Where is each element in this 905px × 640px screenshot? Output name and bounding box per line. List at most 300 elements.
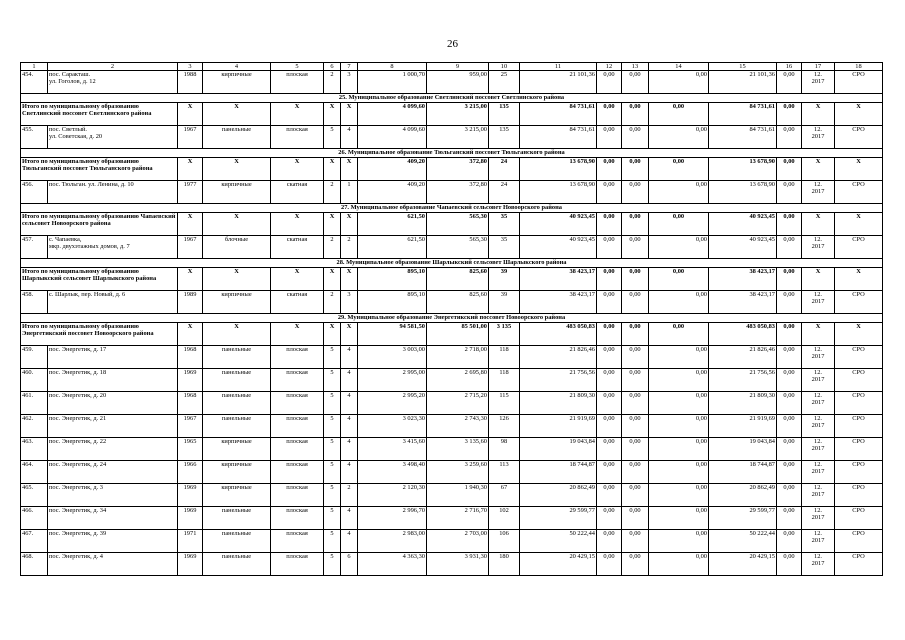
table-cell: 5: [324, 369, 341, 392]
table-cell: 2 743,30: [427, 415, 489, 438]
table-cell: 1967: [178, 126, 203, 149]
table-cell: 12. 2017: [802, 181, 835, 204]
table-cell: 2 718,00: [427, 346, 489, 369]
table-cell: 20 429,15: [709, 553, 777, 576]
table-cell: X: [271, 103, 324, 126]
table-cell: 3 023,30: [358, 415, 427, 438]
table-cell: X: [835, 268, 883, 291]
address-cell: пос. Энергетик, д. 20: [48, 392, 178, 415]
table-cell: 0,00: [622, 507, 649, 530]
table-cell: 0,00: [777, 323, 802, 346]
table-cell: 0,00: [597, 461, 622, 484]
table-cell: 4 363,30: [358, 553, 427, 576]
table-cell: 39: [489, 291, 520, 314]
table-cell: 12. 2017: [802, 530, 835, 553]
address-cell: пос. Энергетик, д. 34: [48, 507, 178, 530]
table-cell: 118: [489, 369, 520, 392]
table-cell: 459.: [21, 346, 48, 369]
column-number-cell: 10: [489, 63, 520, 71]
table-cell: 13 678,90: [520, 181, 597, 204]
table-cell: 13 678,90: [709, 158, 777, 181]
table-cell: 12. 2017: [802, 438, 835, 461]
table-cell: 3: [341, 71, 358, 94]
table-cell: 1967: [178, 415, 203, 438]
table-cell: 0,00: [649, 126, 709, 149]
section-header-row: [21, 204, 883, 213]
table-cell: 1967: [178, 236, 203, 259]
table-cell: 0,00: [622, 530, 649, 553]
table-cell: плоская: [271, 126, 324, 149]
address-cell: пос. Энергетик, д. 21: [48, 415, 178, 438]
table-cell: X: [271, 158, 324, 181]
table-cell: 3 135,60: [427, 438, 489, 461]
table-cell: 12. 2017: [802, 236, 835, 259]
table-cell: 0,00: [777, 236, 802, 259]
table-cell: 456.: [21, 181, 48, 204]
table-cell: 21 756,56: [520, 369, 597, 392]
table-cell: 20 862,49: [709, 484, 777, 507]
table-cell: 0,00: [649, 158, 709, 181]
table-cell: 1965: [178, 438, 203, 461]
address-cell: пос. Энергетик, д. 24: [48, 461, 178, 484]
subtotal-row: [21, 323, 883, 346]
table-cell: 2 996,70: [358, 507, 427, 530]
table-cell: 0,00: [777, 507, 802, 530]
table-cell: 13 678,90: [709, 181, 777, 204]
section-header-row: [21, 314, 883, 323]
table-cell: 0,00: [622, 236, 649, 259]
table-cell: 40 923,45: [520, 213, 597, 236]
table-cell: панельные: [203, 553, 271, 576]
table-cell: 0,00: [597, 158, 622, 181]
section-header-row: [21, 149, 883, 158]
table-cell: 0,00: [777, 461, 802, 484]
address-cell: пос. Энергетик, д. 22: [48, 438, 178, 461]
table-cell: 0,00: [622, 158, 649, 181]
table-cell: 2: [324, 291, 341, 314]
column-number-cell: 1: [21, 63, 48, 71]
table-cell: 5: [324, 346, 341, 369]
table-cell: X: [203, 103, 271, 126]
table-cell: X: [341, 268, 358, 291]
table-cell: СРО: [835, 553, 883, 576]
section-title: 27. Муниципальное образование Чапаевский сельсовет Новоорского района: [21, 204, 883, 213]
table-cell: плоская: [271, 392, 324, 415]
table-cell: 0,00: [597, 484, 622, 507]
table-cell: 20 862,49: [520, 484, 597, 507]
table-cell: 5: [324, 507, 341, 530]
table-cell: 462.: [21, 415, 48, 438]
table-cell: 372,80: [427, 181, 489, 204]
table-cell: 21 919,69: [520, 415, 597, 438]
address-cell: пос. Энергетик, д. 18: [48, 369, 178, 392]
table-cell: 0,00: [597, 415, 622, 438]
table-cell: плоская: [271, 507, 324, 530]
table-cell: 40 923,45: [520, 236, 597, 259]
table-cell: 0,00: [649, 346, 709, 369]
table-cell: 1 940,30: [427, 484, 489, 507]
table-cell: 483 050,83: [520, 323, 597, 346]
table-cell: 0,00: [622, 369, 649, 392]
table-cell: кирпичные: [203, 461, 271, 484]
table-cell: 0,00: [649, 530, 709, 553]
table-cell: 12. 2017: [802, 291, 835, 314]
table-cell: плоская: [271, 461, 324, 484]
table-cell: 12. 2017: [802, 484, 835, 507]
table-cell: 0,00: [649, 415, 709, 438]
table-cell: 1966: [178, 461, 203, 484]
table-cell: 0,00: [649, 268, 709, 291]
table-row: [21, 392, 883, 415]
table-cell: 180: [489, 553, 520, 576]
table-cell: панельные: [203, 346, 271, 369]
table-cell: 12. 2017: [802, 126, 835, 149]
table-cell: 67: [489, 484, 520, 507]
table-cell: 21 809,30: [520, 392, 597, 415]
table-cell: 135: [489, 103, 520, 126]
table-cell: 457.: [21, 236, 48, 259]
table-cell: X: [178, 213, 203, 236]
table-cell: 98: [489, 438, 520, 461]
table-row: [21, 461, 883, 484]
table-cell: 409,20: [358, 158, 427, 181]
table-cell: плоская: [271, 71, 324, 94]
table-cell: 5: [324, 530, 341, 553]
table-cell: 1969: [178, 369, 203, 392]
table-cell: 3 259,60: [427, 461, 489, 484]
table-cell: 4: [341, 415, 358, 438]
column-number-cell: 13: [622, 63, 649, 71]
table-cell: 20 429,15: [520, 553, 597, 576]
table-cell: 21 101,36: [709, 71, 777, 94]
table-cell: 38 423,17: [520, 291, 597, 314]
column-number-cell: 18: [835, 63, 883, 71]
table-cell: 621,50: [358, 236, 427, 259]
subtotal-row: [21, 103, 883, 126]
address-cell: с. Шарлык, пер. Новый, д. 6: [48, 291, 178, 314]
table-cell: 4: [341, 461, 358, 484]
table-cell: блочные: [203, 236, 271, 259]
table-cell: 409,20: [358, 181, 427, 204]
table-cell: 3 215,00: [427, 126, 489, 149]
table-cell: 0,00: [622, 268, 649, 291]
table-cell: 38 423,17: [520, 268, 597, 291]
table-cell: 0,00: [777, 369, 802, 392]
table-cell: 0,00: [622, 71, 649, 94]
table-cell: 0,00: [622, 461, 649, 484]
table-cell: X: [324, 158, 341, 181]
section-title: 26. Муниципальное образование Тюльганский поссовет Тюльганского района: [21, 149, 883, 158]
table-cell: 2: [341, 484, 358, 507]
table-cell: 458.: [21, 291, 48, 314]
table-cell: 4 099,60: [358, 103, 427, 126]
table-cell: 40 923,45: [709, 236, 777, 259]
table-cell: 3 003,00: [358, 346, 427, 369]
table-cell: 1: [341, 181, 358, 204]
column-number-cell: 3: [178, 63, 203, 71]
table-cell: 465.: [21, 484, 48, 507]
table-cell: X: [835, 158, 883, 181]
table-cell: 895,10: [358, 291, 427, 314]
table-cell: 40 923,45: [709, 213, 777, 236]
column-number-cell: 7: [341, 63, 358, 71]
table-cell: X: [324, 268, 341, 291]
table-cell: 825,60: [427, 291, 489, 314]
table-cell: 18 744,87: [520, 461, 597, 484]
column-number-cell: 6: [324, 63, 341, 71]
table-cell: СРО: [835, 71, 883, 94]
page-number: 26: [447, 38, 458, 50]
table-cell: кирпичные: [203, 71, 271, 94]
table-cell: 85 501,00: [427, 323, 489, 346]
housing-register-table: [20, 62, 883, 576]
table-cell: X: [324, 323, 341, 346]
table-cell: 1969: [178, 553, 203, 576]
address-cell: пос. Светлый. ул. Советская, д. 20: [48, 126, 178, 149]
table-cell: 5: [324, 553, 341, 576]
table-cell: 12. 2017: [802, 461, 835, 484]
section-title: 29. Муниципальное образование Энергетикский поссовет Новоорского района: [21, 314, 883, 323]
table-cell: 0,00: [597, 181, 622, 204]
table-cell: 2: [324, 71, 341, 94]
table-cell: 4: [341, 126, 358, 149]
table-cell: 825,60: [427, 268, 489, 291]
address-cell: пос. Саракташ. ул. Гоголов, д. 12: [48, 71, 178, 94]
table-cell: 3: [341, 291, 358, 314]
table-cell: 4: [341, 346, 358, 369]
table-cell: 455.: [21, 126, 48, 149]
table-cell: 0,00: [649, 507, 709, 530]
table-cell: 24: [489, 181, 520, 204]
table-row: [21, 369, 883, 392]
table-cell: 0,00: [777, 346, 802, 369]
table-cell: 84 731,61: [520, 126, 597, 149]
table-cell: 0,00: [777, 213, 802, 236]
table-cell: плоская: [271, 553, 324, 576]
table-cell: 2: [324, 181, 341, 204]
table-cell: 0,00: [622, 415, 649, 438]
table-cell: 2 715,20: [427, 392, 489, 415]
table-cell: 0,00: [777, 553, 802, 576]
table-cell: 0,00: [649, 392, 709, 415]
table-cell: 5: [324, 392, 341, 415]
table-cell: 25: [489, 71, 520, 94]
table-cell: 0,00: [622, 126, 649, 149]
table-cell: 2 120,30: [358, 484, 427, 507]
table-cell: 0,00: [597, 438, 622, 461]
table-cell: 13 678,90: [520, 158, 597, 181]
table-cell: 959,00: [427, 71, 489, 94]
subtotal-label: Итого по муниципальному образованию Чапаевский сельсовет Новоорского района: [21, 213, 178, 236]
table-cell: 84 731,61: [709, 126, 777, 149]
column-number-row: [21, 63, 883, 71]
table-cell: 468.: [21, 553, 48, 576]
column-number-cell: 9: [427, 63, 489, 71]
table-cell: X: [203, 323, 271, 346]
table-cell: 372,80: [427, 158, 489, 181]
table-cell: 0,00: [777, 291, 802, 314]
table-cell: 0,00: [649, 103, 709, 126]
table-cell: 0,00: [649, 213, 709, 236]
table-cell: 39: [489, 268, 520, 291]
table-cell: 895,10: [358, 268, 427, 291]
table-cell: X: [271, 213, 324, 236]
table-cell: 0,00: [777, 181, 802, 204]
table-cell: X: [802, 158, 835, 181]
table-cell: 0,00: [777, 103, 802, 126]
table-cell: 2 703,00: [427, 530, 489, 553]
column-number-cell: 5: [271, 63, 324, 71]
table-cell: 115: [489, 392, 520, 415]
column-number-cell: 12: [597, 63, 622, 71]
table-cell: 0,00: [649, 71, 709, 94]
table-cell: 0,00: [622, 213, 649, 236]
table-cell: 0,00: [777, 530, 802, 553]
table-cell: 0,00: [649, 553, 709, 576]
table-cell: 0,00: [649, 236, 709, 259]
table-cell: X: [341, 158, 358, 181]
subtotal-label: Итого по муниципальному образованию Светлинский поссовет Светлинского района: [21, 103, 178, 126]
table-cell: панельные: [203, 126, 271, 149]
subtotal-label: Итого по муниципальному образованию Шарлыкский сельсовет Шарлыкского района: [21, 268, 178, 291]
table-cell: 0,00: [622, 484, 649, 507]
table-cell: 24: [489, 158, 520, 181]
column-number-cell: 17: [802, 63, 835, 71]
table-cell: 35: [489, 236, 520, 259]
table-cell: X: [835, 213, 883, 236]
table-cell: 0,00: [649, 484, 709, 507]
table-row: [21, 236, 883, 259]
table-cell: 29 599,77: [520, 507, 597, 530]
table-cell: 0,00: [597, 71, 622, 94]
table-cell: 1969: [178, 507, 203, 530]
table-cell: СРО: [835, 126, 883, 149]
address-cell: с. Чапаевка, мкр. двухэтажных домов, д. 7: [48, 236, 178, 259]
table-cell: 3 415,60: [358, 438, 427, 461]
table-cell: кирпичные: [203, 181, 271, 204]
table-cell: 0,00: [597, 553, 622, 576]
column-number-cell: 11: [520, 63, 597, 71]
table-cell: X: [203, 268, 271, 291]
table-cell: X: [324, 213, 341, 236]
table-cell: 38 423,17: [709, 291, 777, 314]
table-cell: 565,30: [427, 236, 489, 259]
column-number-cell: 14: [649, 63, 709, 71]
table-cell: X: [271, 323, 324, 346]
address-cell: пос. Энергетик, д. 17: [48, 346, 178, 369]
table-cell: 0,00: [777, 484, 802, 507]
column-number-cell: 4: [203, 63, 271, 71]
table-cell: панельные: [203, 415, 271, 438]
table-cell: 50 222,44: [709, 530, 777, 553]
table-cell: 0,00: [622, 181, 649, 204]
table-cell: СРО: [835, 369, 883, 392]
table-row: [21, 291, 883, 314]
table-row: [21, 415, 883, 438]
table-cell: 4: [341, 507, 358, 530]
table-cell: СРО: [835, 392, 883, 415]
table-cell: 2 983,00: [358, 530, 427, 553]
table-cell: 18 744,87: [709, 461, 777, 484]
table-cell: 118: [489, 346, 520, 369]
table-cell: 454.: [21, 71, 48, 94]
table-cell: 621,50: [358, 213, 427, 236]
table-cell: 0,00: [597, 126, 622, 149]
table-cell: СРО: [835, 438, 883, 461]
table-cell: СРО: [835, 415, 883, 438]
table-cell: плоская: [271, 415, 324, 438]
address-cell: пос. Тюльган. ул. Ленина, д. 10: [48, 181, 178, 204]
table-cell: 0,00: [777, 415, 802, 438]
address-cell: пос. Энергетик, д. 3: [48, 484, 178, 507]
table-cell: 21 809,30: [709, 392, 777, 415]
table-cell: 4: [341, 530, 358, 553]
table-cell: СРО: [835, 461, 883, 484]
table-cell: X: [802, 323, 835, 346]
column-number-cell: 16: [777, 63, 802, 71]
table-cell: СРО: [835, 181, 883, 204]
table-cell: 483 050,83: [709, 323, 777, 346]
table-cell: 4 099,60: [358, 126, 427, 149]
table-cell: 5: [324, 484, 341, 507]
table-cell: 84 731,61: [709, 103, 777, 126]
table-cell: X: [341, 103, 358, 126]
table-cell: 2 716,70: [427, 507, 489, 530]
table-cell: 0,00: [597, 213, 622, 236]
table-cell: 467.: [21, 530, 48, 553]
table-cell: 460.: [21, 369, 48, 392]
table-cell: 0,00: [777, 126, 802, 149]
subtotal-row: [21, 268, 883, 291]
table-cell: X: [835, 103, 883, 126]
table-cell: 21 826,46: [709, 346, 777, 369]
table-cell: 0,00: [777, 438, 802, 461]
section-title: 28. Муниципальное образование Шарлыкский сельсовет Шарлыкского района: [21, 259, 883, 268]
table-cell: СРО: [835, 484, 883, 507]
table-cell: плоская: [271, 530, 324, 553]
table-cell: панельные: [203, 530, 271, 553]
table-cell: 0,00: [622, 553, 649, 576]
table-cell: 2: [324, 236, 341, 259]
address-cell: пос. Энергетик, д. 4: [48, 553, 178, 576]
table-cell: 2 695,80: [427, 369, 489, 392]
table-cell: 21 756,56: [709, 369, 777, 392]
column-number-cell: 2: [48, 63, 178, 71]
table-cell: 3 215,00: [427, 103, 489, 126]
table-cell: 0,00: [597, 369, 622, 392]
table-cell: 1968: [178, 392, 203, 415]
table-cell: кирпичные: [203, 291, 271, 314]
table-cell: 1971: [178, 530, 203, 553]
table-cell: X: [178, 268, 203, 291]
table-cell: 1969: [178, 484, 203, 507]
column-number-cell: 8: [358, 63, 427, 71]
table-cell: 1977: [178, 181, 203, 204]
table-cell: 0,00: [649, 438, 709, 461]
table-cell: СРО: [835, 291, 883, 314]
table-cell: 12. 2017: [802, 507, 835, 530]
table-cell: 0,00: [597, 507, 622, 530]
table-cell: панельные: [203, 507, 271, 530]
table-cell: 94 581,50: [358, 323, 427, 346]
table-cell: X: [341, 213, 358, 236]
table-cell: 5: [324, 126, 341, 149]
subtotal-row: [21, 158, 883, 181]
column-number-cell: 15: [709, 63, 777, 71]
table-cell: X: [271, 268, 324, 291]
table-row: [21, 181, 883, 204]
table-cell: скатная: [271, 236, 324, 259]
